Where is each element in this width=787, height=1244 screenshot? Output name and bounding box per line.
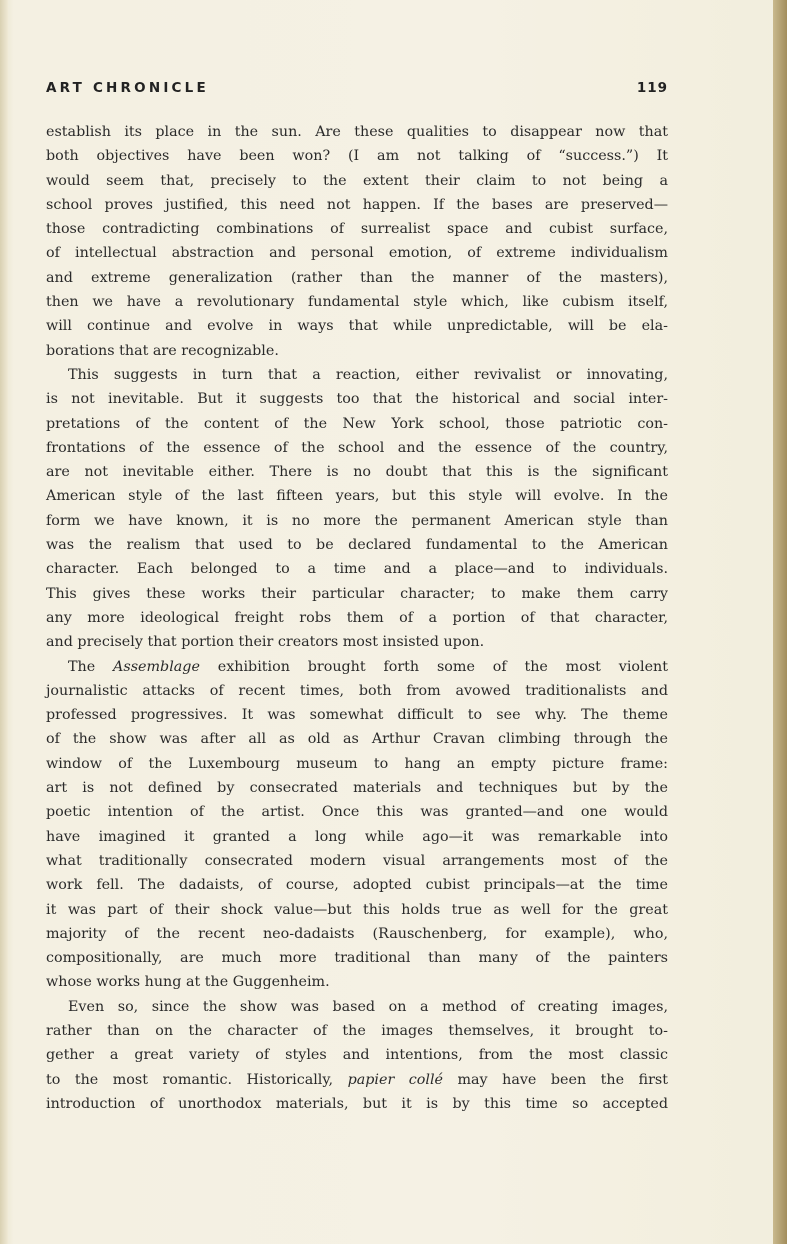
text-run: of the show was after all as old as Arthur Cravan climbing through the: [46, 731, 668, 748]
body-text: [46, 120, 668, 1116]
text-run: borations that are recognizable.: [46, 342, 279, 359]
text-run: to the most romantic. Historically,: [46, 1071, 348, 1088]
text-line: [46, 266, 668, 290]
text-run: window of the Luxembourg museum to hang an empty picture frame:: [46, 755, 668, 772]
page-number: 119: [636, 80, 668, 96]
text-line: [46, 363, 668, 387]
text-line: [46, 630, 668, 654]
running-head-title: ART CHRONICLE: [46, 80, 209, 96]
text-line: [46, 314, 668, 338]
text-run: form we have known, it is no more the permanent American style than: [46, 512, 668, 529]
text-run: have imagined it granted a long while ago—it was remarkable into: [46, 828, 668, 845]
text-line: [46, 922, 668, 946]
text-line: [46, 557, 668, 581]
italic-title: Assemblage: [113, 658, 200, 675]
text-line: [46, 970, 668, 994]
text-line: [46, 995, 668, 1019]
text-line: [46, 679, 668, 703]
text-line: [46, 193, 668, 217]
text-line: [46, 460, 668, 484]
text-line: [46, 1092, 668, 1116]
text-run: art is not defined by consecrated materials and techniques but by the: [46, 780, 668, 797]
text-line: [46, 436, 668, 460]
text-run: whose works hung at the Guggenheim.: [46, 974, 330, 991]
text-run: any more ideological freight robs them of a portion of that character,: [46, 609, 668, 626]
text-run: majority of the recent neo-dadaists (Rauschenberg, for example), who,: [46, 925, 668, 942]
text-run: will continue and evolve in ways that while unpredictable, will be ela-: [46, 318, 668, 335]
text-run: establish its place in the sun. Are these qualities to disappear now that: [46, 124, 668, 140]
text-run: compositionally, are much more traditional than many of the painters: [46, 950, 668, 967]
text-run: poetic intention of the artist. Once this was granted—and one would: [46, 804, 668, 821]
text-run: gether a great variety of styles and intentions, from the most classic: [46, 1047, 668, 1064]
text-run: and precisely that portion their creators most insisted upon.: [46, 634, 485, 651]
text-run: pretations of the content of the New York school, those patriotic con-: [46, 415, 668, 432]
text-run: what traditionally consecrated modern visual arrangements most of the: [46, 852, 668, 869]
text-run: frontations of the essence of the school and the essence of the country,: [46, 439, 668, 456]
text-line: [46, 533, 668, 557]
text-run: is not inevitable. But it suggests too that the historical and social inter-: [46, 391, 668, 408]
text-line: [46, 484, 668, 508]
text-run: journalistic attacks of recent times, both from avowed traditionalists and: [46, 682, 668, 699]
text-run: This gives these works their particular character; to make them carry: [46, 585, 668, 602]
text-line: [46, 776, 668, 800]
text-run: those contradicting combinations of surrealist space and cubist surface,: [46, 221, 668, 238]
text-run: professed progressives. It was somewhat difficult to see why. The theme: [46, 707, 668, 724]
text-line: [46, 703, 668, 727]
text-line: [46, 946, 668, 970]
text-run: character. Each belonged to a time and a place—and to individuals.: [46, 561, 668, 578]
text-run: Even so, since the show was based on a method of creating images,: [68, 998, 668, 1015]
text-run: work fell. The dadaists, of course, adopted cubist principals—at the time: [46, 877, 668, 894]
text-run: would seem that, precisely to the extent their claim to not being a: [46, 172, 668, 189]
text-line: [46, 752, 668, 776]
text-run: then we have a revolutionary fundamental style which, like cubism itself,: [46, 294, 668, 311]
text-line: [46, 1043, 668, 1067]
text-line: [46, 1068, 668, 1092]
text-line: [46, 727, 668, 751]
text-run: exhibition brought forth some of the most violent: [199, 658, 668, 675]
text-line: [46, 606, 668, 630]
text-run: are not inevitable either. There is no doubt that this is the significant: [46, 464, 668, 481]
text-line: [46, 169, 668, 193]
text-line: [46, 825, 668, 849]
text-line: [46, 120, 668, 144]
text-line: [46, 873, 668, 897]
text-line: [46, 898, 668, 922]
text-line: [46, 1019, 668, 1043]
text-line: [46, 217, 668, 241]
text-line: [46, 800, 668, 824]
text-run: American style of the last fifteen years, but this style will evolve. In the: [46, 488, 668, 505]
text-line: [46, 655, 668, 679]
text-run: it was part of their shock value—but this holds true as well for the great: [46, 901, 668, 918]
text-run: and extreme generalization (rather than the manner of the masters),: [46, 269, 668, 286]
text-line: [46, 339, 668, 363]
text-line: [46, 144, 668, 168]
text-line: [46, 582, 668, 606]
text-line: [46, 849, 668, 873]
text-line: [46, 387, 668, 411]
text-line: [46, 509, 668, 533]
running-head: [46, 80, 668, 98]
text-run: of intellectual abstraction and personal emotion, of extreme individualism: [46, 245, 668, 262]
text-line: [46, 412, 668, 436]
text-run: may have been the first: [442, 1071, 668, 1088]
text-run: both objectives have been won? (I am not talking of “success.”) It: [46, 148, 668, 165]
text-line: [46, 241, 668, 265]
text-run: The: [68, 658, 114, 675]
italic-title: papier collé: [347, 1071, 443, 1088]
page-gutter-shadow: [0, 0, 8, 1244]
text-line: [46, 290, 668, 314]
text-run: was the realism that used to be declared fundamental to the American: [46, 537, 668, 554]
text-run: school proves justified, this need not happen. If the bases are preserved—: [46, 196, 668, 213]
text-run: introduction of unorthodox materials, but it is by this time so accepted: [46, 1095, 668, 1112]
text-run: This suggests in turn that a reaction, either revivalist or innovating,: [68, 366, 668, 383]
text-run: rather than on the character of the images themselves, it brought to-: [46, 1022, 668, 1039]
page-edge: [773, 0, 787, 1244]
